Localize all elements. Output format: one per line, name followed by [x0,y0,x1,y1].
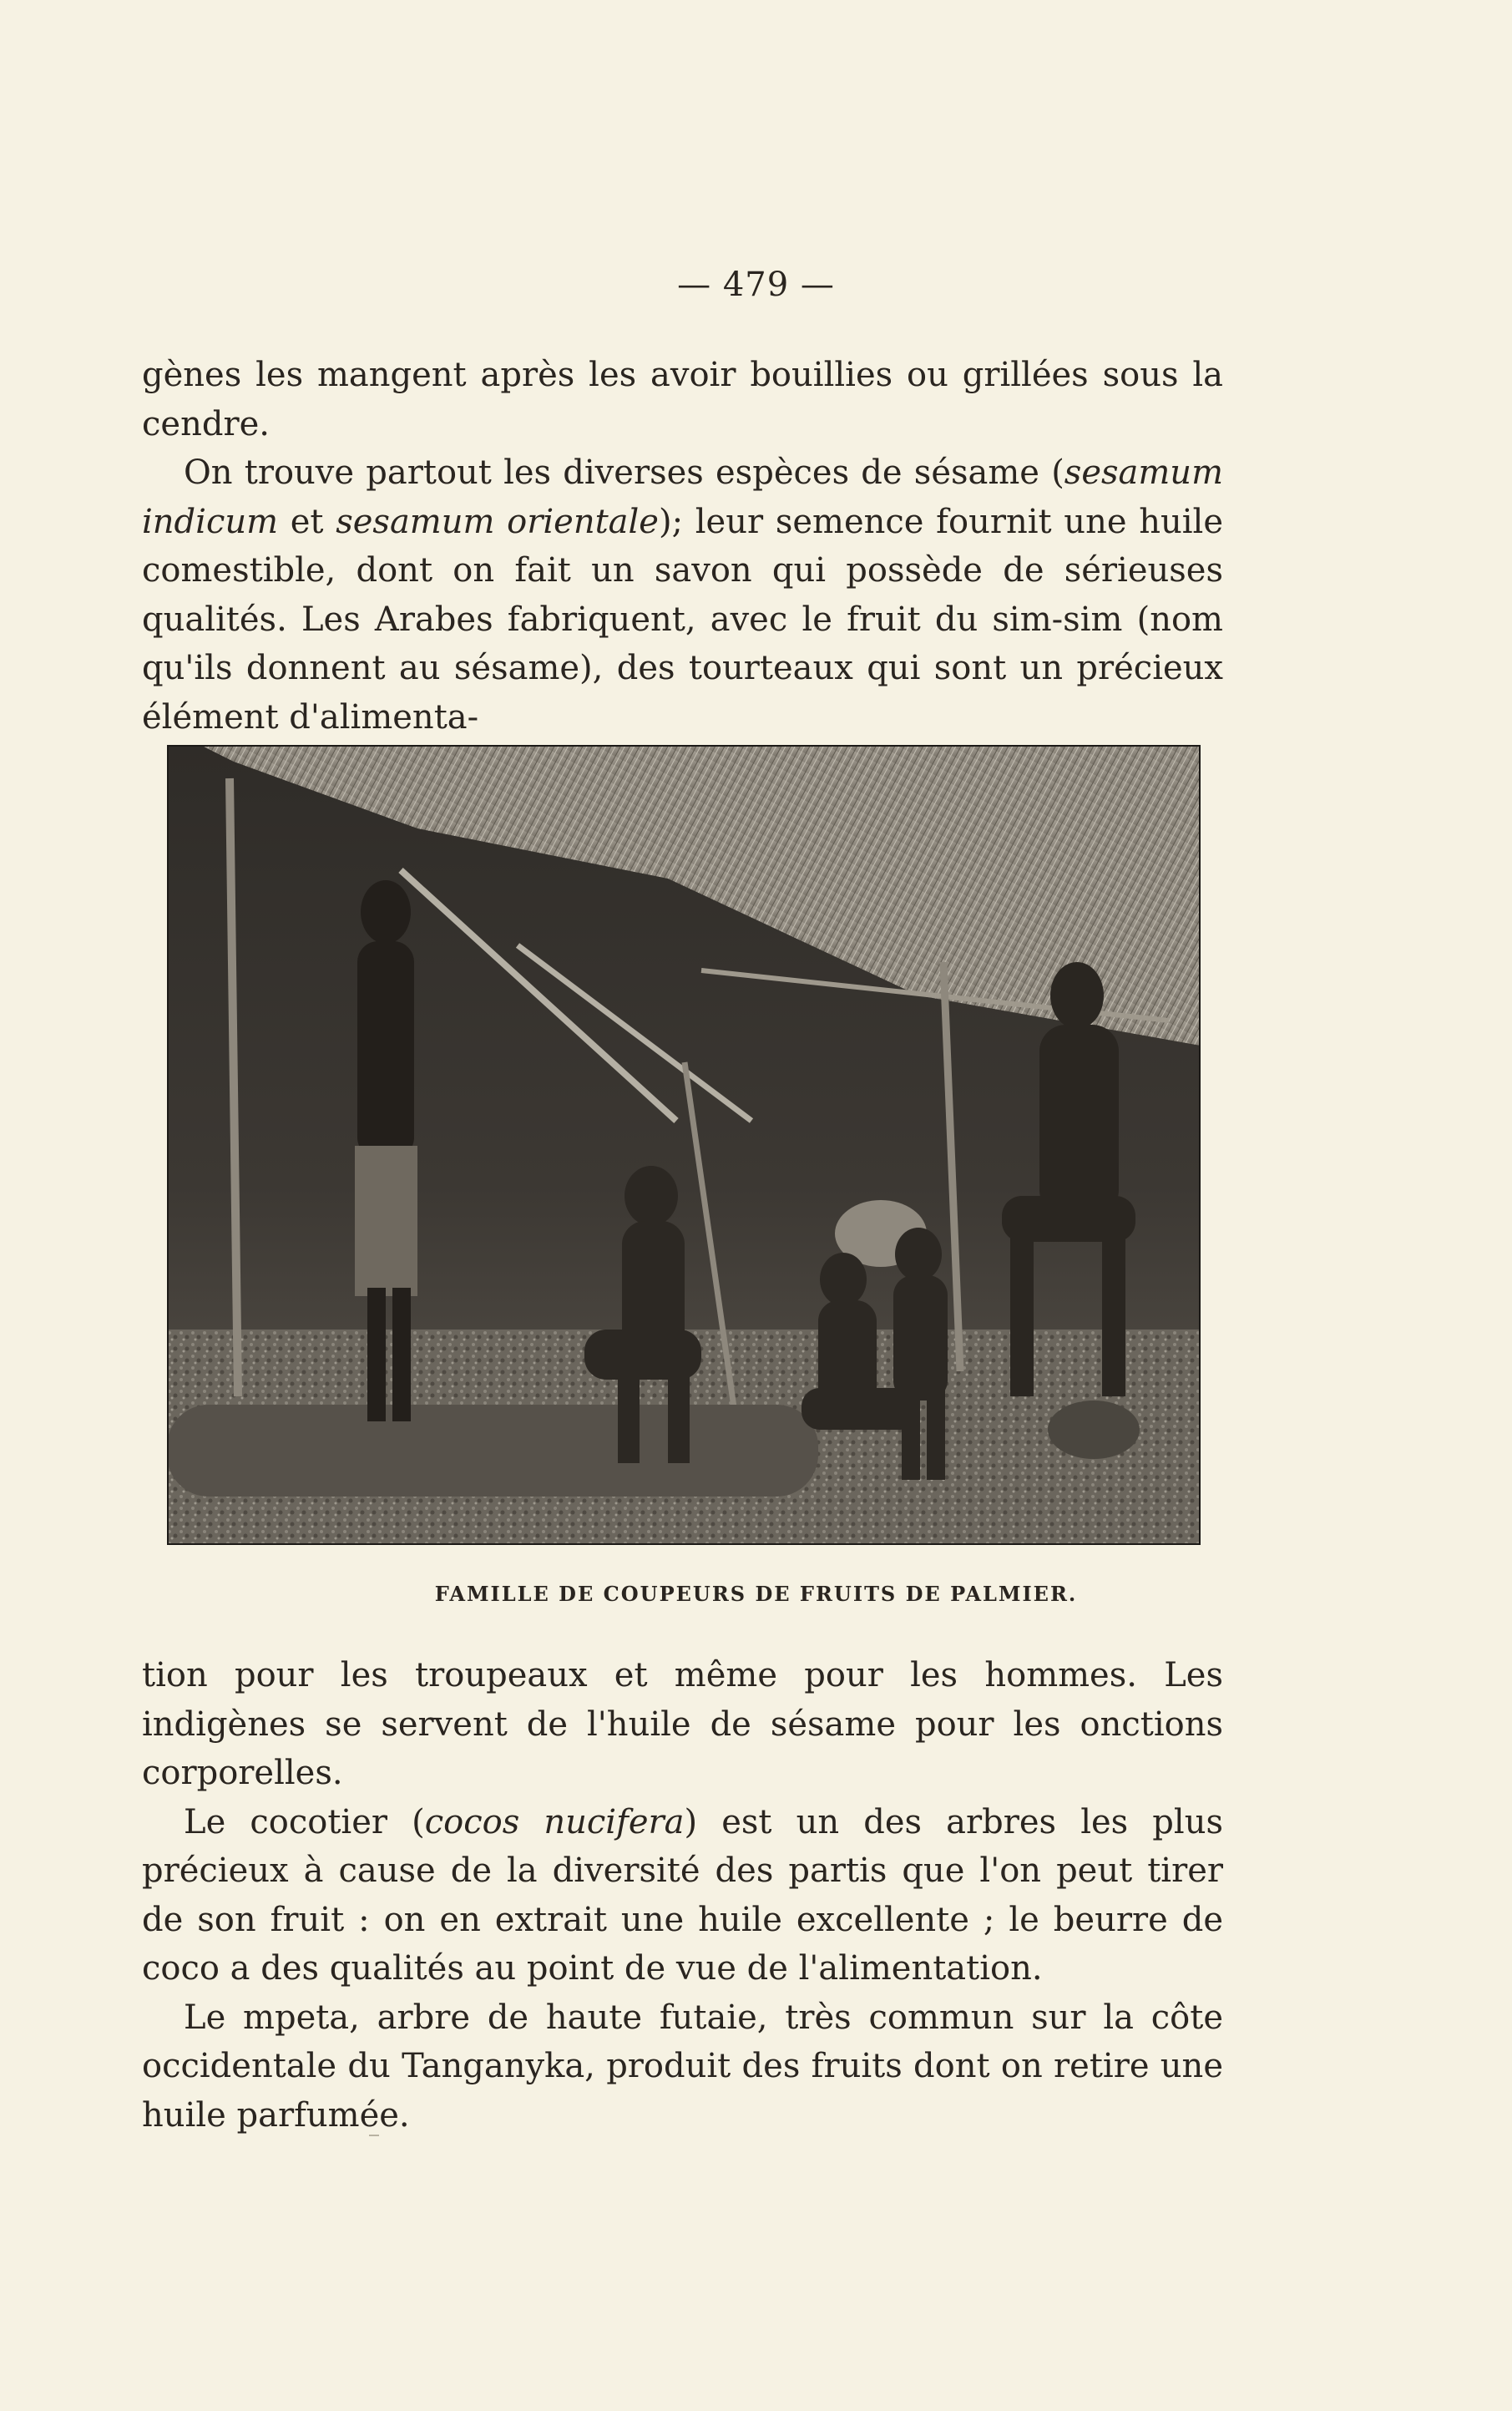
paragraph: gènes les mangent après les avoir bouillies ou grillées sous la cendre. [142,356,1223,443]
text-run: On trouve partout les diverses espèces de sésame ( [184,453,1064,492]
italic-term: sesamum indicum [142,453,1223,541]
text-run: ) est un des arbres les plus précieux à cause de la diversité des partis que l'on peut tirer de son fruit : on en extrait une huile excellente ; le beurre de coco a des qualités au point de vue de l'alimentation. [142,1802,1223,1988]
paragraph: tion pour les troupeaux et même pour les hommes. Les indigènes se servent de l'huile de sésame pour les onctions corporelles. [142,1656,1223,1792]
log [167,1405,818,1497]
paragraph: Le mpeta, arbre de haute futaie, très commun sur la côte occidentale du Tanganyka, produit des fruits dont on retire une huile parfumée. [142,1998,1223,2135]
paragraph [142,448,1223,742]
text-block-bottom [142,1651,1223,2140]
stray-mark [369,2135,379,2136]
figure-caption: FAMILLE DE COUPEURS DE FRUITS DE PALMIER. [434,1582,1078,1606]
text-run: ); leur semence fournit une huile comestible, dont on fait un savon qui possède de sérieuses qualités. Les Arabes fabriquent, avec le fruit du sim-sim (nom qu'ils donnent au sésame), des tourteaux qui sont un précieux élément d'alimenta- [142,502,1223,737]
page-number: — 479 — [677,266,835,304]
text-block-top [142,351,1223,742]
paragraph [142,1798,1223,1993]
text-run: Le cocotier ( [184,1802,425,1841]
italic-term: sesamum orientale [336,502,659,541]
text-run: et [278,502,336,541]
pot [1048,1401,1140,1459]
photograph [167,745,1201,1545]
italic-term: cocos nucifera [424,1802,685,1841]
